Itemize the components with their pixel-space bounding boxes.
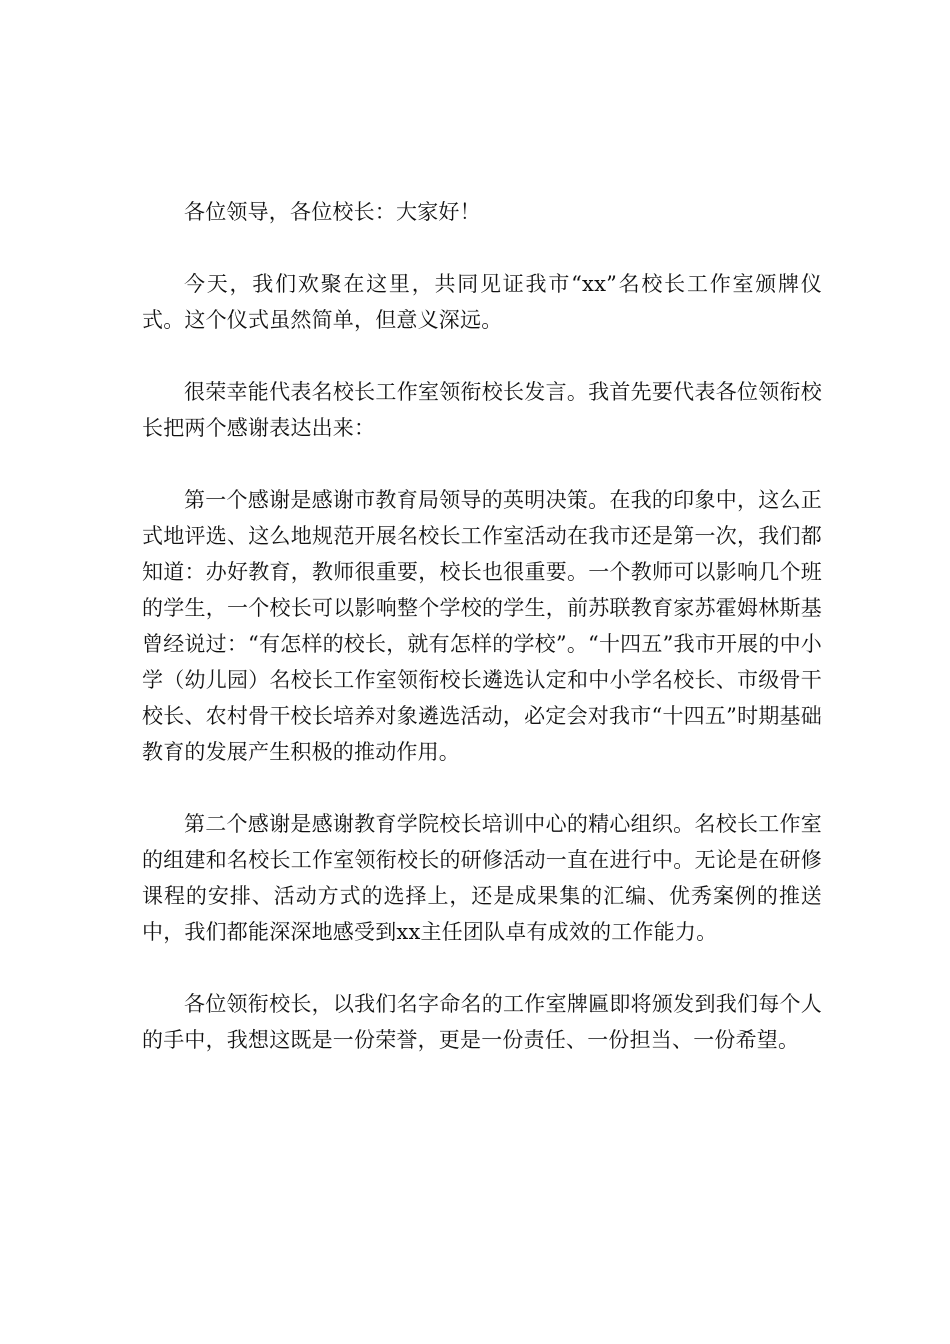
first-thanks-paragraph: 第一个感谢是感谢市教育局领导的英明决策。在我的印象中，这么正式地评选、这么地规范开展名校长工作室活动在我市还是第一次，我们都知道：办好教育，教师很重要，校长也很重要。一个教师可以影响几个班的学生，一个校长可以影响整个学校的学生，前苏联教育家苏霍姆林斯基曾经说过：“有怎样的校长，就有怎样的学校”。“十四五”我市开展的中小学（幼儿园）名校长工作室领衔校长遴选认定和中小学名校长、市级骨干校长、农村骨干校长培养对象遴选活动，必定会对我市“十四五”时期基础教育的发展产生积极的推动作用。: [142, 488, 822, 764]
speech-body: [142, 194, 822, 1058]
closing-paragraph: 各位领衔校长，以我们名字命名的工作室牌匾即将颁发到我们每个人的手中，我想这既是一份荣誉，更是一份责任、一份担当、一份希望。: [142, 992, 822, 1052]
introduction-paragraph: 很荣幸能代表名校长工作室领衔校长发言。我首先要代表各位领衔校长把两个感谢表达出来：: [142, 380, 822, 440]
opening-paragraph: 今天，我们欢聚在这里，共同见证我市“xx”名校长工作室颁牌仪式。这个仪式虽然简单，但意义深远。: [142, 272, 822, 332]
greeting-paragraph: 各位领导，各位校长：大家好！: [184, 200, 481, 224]
second-thanks-paragraph: 第二个感谢是感谢教育学院校长培训中心的精心组织。名校长工作室的组建和名校长工作室领衔校长的研修活动一直在进行中。无论是在研修课程的安排、活动方式的选择上，还是成果集的汇编、优秀案例的推送中，我们都能深深地感受到xx主任团队卓有成效的工作能力。: [142, 812, 822, 944]
